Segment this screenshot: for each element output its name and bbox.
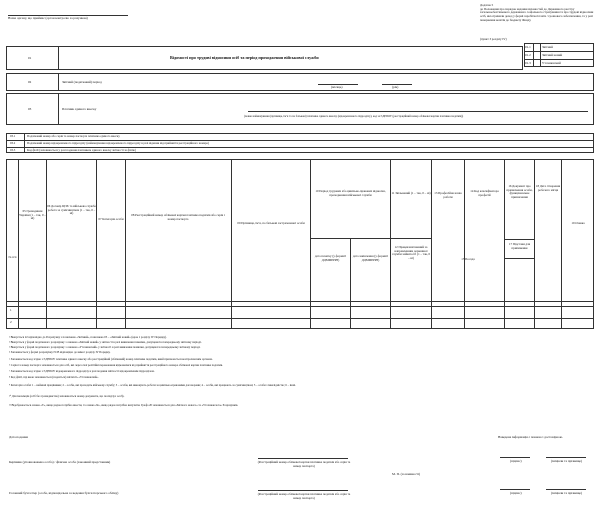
accountant-signature-line[interactable] bbox=[500, 489, 530, 490]
org-name-label: Назва органу, що приймає (орган контролю за рахунком) bbox=[8, 16, 88, 20]
payer-caption: (повне найменування (прізвище, ім’я та по батькові) платника єдиного внеску (відокремленого підрозділу), код за ЄДРПОУ (реєстраційний номер облікової картки платника податків)) bbox=[244, 115, 464, 118]
head-name-caption: (ініціали та прізвище) bbox=[551, 459, 582, 463]
payer-line[interactable] bbox=[248, 111, 588, 112]
table-row-2-num: 2 bbox=[10, 320, 12, 324]
form-type-option-1[interactable]: Звітний bbox=[542, 45, 553, 49]
row-02-num: 02 bbox=[28, 80, 32, 84]
head-label: Керівник (уповноважена особа) / фізична особа (законний представник) bbox=[9, 460, 111, 464]
head-name-line[interactable] bbox=[546, 457, 586, 458]
col-period-header: 10 Період трудових або цивільно-правових відносин, проходження військової служби bbox=[315, 189, 386, 197]
accountant-name-caption: (ініціали та прізвище) bbox=[551, 491, 582, 495]
footnote-4: ⁴ Заповнюється у формі розрахунку ЄСВ відповідно до вимог розділу ІV Порядку. bbox=[9, 350, 111, 354]
accountant-label: Головний бухгалтер (особа, відповідальна за ведення бухгалтерського обліку) bbox=[9, 491, 119, 495]
footnote-1: ¹ Вказується 22 відповідно до Розрахунку з позначкою «Звітний», позначкою 05 – «Звітний новий» (крок 1 розділу IV Порядку). bbox=[9, 335, 167, 339]
form-type-option-2[interactable]: Звітний новий bbox=[542, 53, 563, 57]
footnote-2: ² Вказується у формі податкового розрахунку з ознакою «Звітний новий» у звітності в разі виявлення помилки, допущеної в попередньому звітному періоді. bbox=[9, 340, 202, 344]
col-citizen-header: 05 Громадянин України (1 – так, 0 – ні) bbox=[19, 209, 46, 221]
head-id-caption: (Реєстраційний номер облікової картки платника податків або серія та номер паспорта) bbox=[257, 460, 351, 468]
col-position-header: 15 Посада bbox=[461, 257, 475, 261]
code-row-1-label: Податковий номер або серія та номер паспорта платника єдиного внеску bbox=[27, 134, 120, 138]
code-row-2-num: 03.2 bbox=[10, 141, 16, 145]
col-num-header: № п/п bbox=[8, 255, 17, 259]
form-title: Відомості про трудові відносини осіб та період проходження військової служби bbox=[170, 55, 319, 60]
form-type-code-3: 01.3 bbox=[525, 61, 531, 65]
col-document-header: 16 Документ про призначення особи, функціональне призначення bbox=[506, 184, 533, 200]
period-month-caption: (місяць) bbox=[331, 85, 343, 89]
code-row-3-label: Код філії (заповнюється у разі подання платником єдиного внеску звітності за філію) bbox=[27, 147, 136, 152]
table-row-1-num: 1 bbox=[10, 308, 12, 312]
footnote-6: ⁶ Серія та номер паспорта заповнюється для осіб, які через свої релігійні переконання відмовилися від прийняття реєстраційного номера облікової картки платника податків. bbox=[9, 363, 223, 367]
footnote-8: ⁸ Код філії, під якою заповнюється (подається) звітність «Уточнюючий». bbox=[9, 375, 99, 379]
col-category-header: 07 Категорія особи bbox=[98, 217, 124, 221]
col-workplace-date-header: 18 Дата створення робочого місця bbox=[535, 184, 561, 192]
informed-label: Наведена інформація є повною і достовірною. bbox=[498, 435, 563, 439]
footnote-11: ¹¹ Відображається ознака «Т», якщо рядок потрібно внести, та ознака «Ч», якщо рядок потрібно вилучити. Графа 20 заповнюється для «Звітного нового» та «Уточнюючого» Розрахунків. bbox=[9, 403, 239, 407]
col-period-start-header: дата початку (у форматі ДДММРРРР) bbox=[314, 254, 347, 262]
footnote-3: ³ Вказується у формі податкового розрахунку з ознакою «Уточнюючий» у звітності в разі виявлення помилки, допущеної в попередньому звітному періоді. bbox=[9, 345, 201, 349]
col-classifier-header: 14 Код класифікатора професій bbox=[470, 189, 499, 197]
accountant-id-caption: (Реєстраційний номер облікової картки платника податків або серія та номер паспорта) bbox=[257, 492, 351, 500]
code-row-2-label: Податковий номер відокремленого підрозділу (найменування відокремленого підрозділу в разі відмови від прийняття реєстраційного номера) bbox=[27, 141, 209, 145]
col-contract-header: 06 Договір ЦПХ та військова служба робота за сумісництвом (1 – так, 0 – ні) bbox=[47, 204, 96, 216]
col-termination-header: 17 Підстави для припинення bbox=[508, 242, 531, 250]
code-row-1-num: 03.1 bbox=[10, 134, 16, 138]
footnote-5: ⁵ Заповнюється код згідно з ЄДРПОУ платника єдиного внеску або реєстраційний (обліковий) номер платника податків, який присвоюється контролюючим органом. bbox=[9, 357, 213, 361]
col-taxid-header: 08 Реєстраційний номер облікової картки платника податків або серія і номер паспорта bbox=[131, 213, 225, 221]
footnote-7: ⁷ Заповнюється код згідно з ЄДРПОУ відокремленого підрозділу в разі подання звітності відокремленим підрозділом. bbox=[9, 369, 155, 373]
col-sign-header: 19 Ознака bbox=[571, 221, 585, 225]
code-row-3-num: 03.3 bbox=[10, 147, 16, 152]
appendix-sub: (пункт 3 розділу IV) bbox=[480, 37, 507, 41]
accountant-name-line[interactable] bbox=[546, 489, 586, 490]
row-01-num: 01 bbox=[28, 56, 32, 60]
accountant-signature-caption: (підпис) bbox=[510, 491, 522, 495]
date-label: Дата подання bbox=[9, 435, 28, 439]
payer-label: Платник єдиного внеску bbox=[62, 107, 97, 111]
accountant-id-line[interactable] bbox=[258, 490, 348, 491]
head-signature-caption: (підпис) bbox=[510, 459, 522, 463]
col-period-end-header: дата закінчення (у форматі ДДММРРРР) bbox=[352, 254, 389, 262]
period-label: Звітний (податковий) період bbox=[62, 80, 102, 84]
row-03-num: 03 bbox=[28, 107, 32, 111]
head-id-line[interactable] bbox=[258, 458, 348, 459]
form-type-code-2: 01.2 bbox=[525, 53, 531, 57]
col-dismissed-header: 11 Звільнений (1 – так, 0 – ні) bbox=[391, 191, 431, 195]
col-profession-header: 13 Професійна назва роботи bbox=[434, 191, 462, 199]
col-employment-header: 12 Працевлаштований за направленням державної служби зайнятості (1 – так, 0 – ні) bbox=[391, 245, 431, 261]
footnote-9: ⁹ Категорія особи: 1 – наймані працівники; 2 – особи, які проходять військову службу; 3 – особи, які виконують роботи за цивільно-правовими договорами; 4 – особи, які працюють за сумісництвом; 5 – особи з інвалідністю; 6 – інші. bbox=[9, 383, 296, 387]
footnote-10: ¹⁰ Для іноземців (осіб без громадянства) заповнюється номер документа, що посвідчує особу. bbox=[9, 394, 125, 398]
stamp-label: М. П. (за наявності) bbox=[392, 472, 421, 476]
form-type-code-1: 01.1 bbox=[525, 45, 531, 49]
form-type-option-3[interactable]: Уточнюючий bbox=[542, 61, 561, 65]
appendix-note: Додаток 5 до Положення про порядок надання відомостей до Державного реєстру загальнообов’язкового державного соціального страхування та про трудові відносини осіб, які отримали доход у формі заробітної плати / грошового забезпечення, та у разі повернення коштів до бюджету Фонду bbox=[480, 3, 594, 22]
period-year-caption: (рік) bbox=[392, 85, 399, 89]
org-name-line bbox=[8, 15, 128, 16]
col-name-header: 09 Прізвище, ім’я, по батькові застрахованої особи bbox=[237, 221, 305, 225]
head-signature-line[interactable] bbox=[500, 457, 530, 458]
